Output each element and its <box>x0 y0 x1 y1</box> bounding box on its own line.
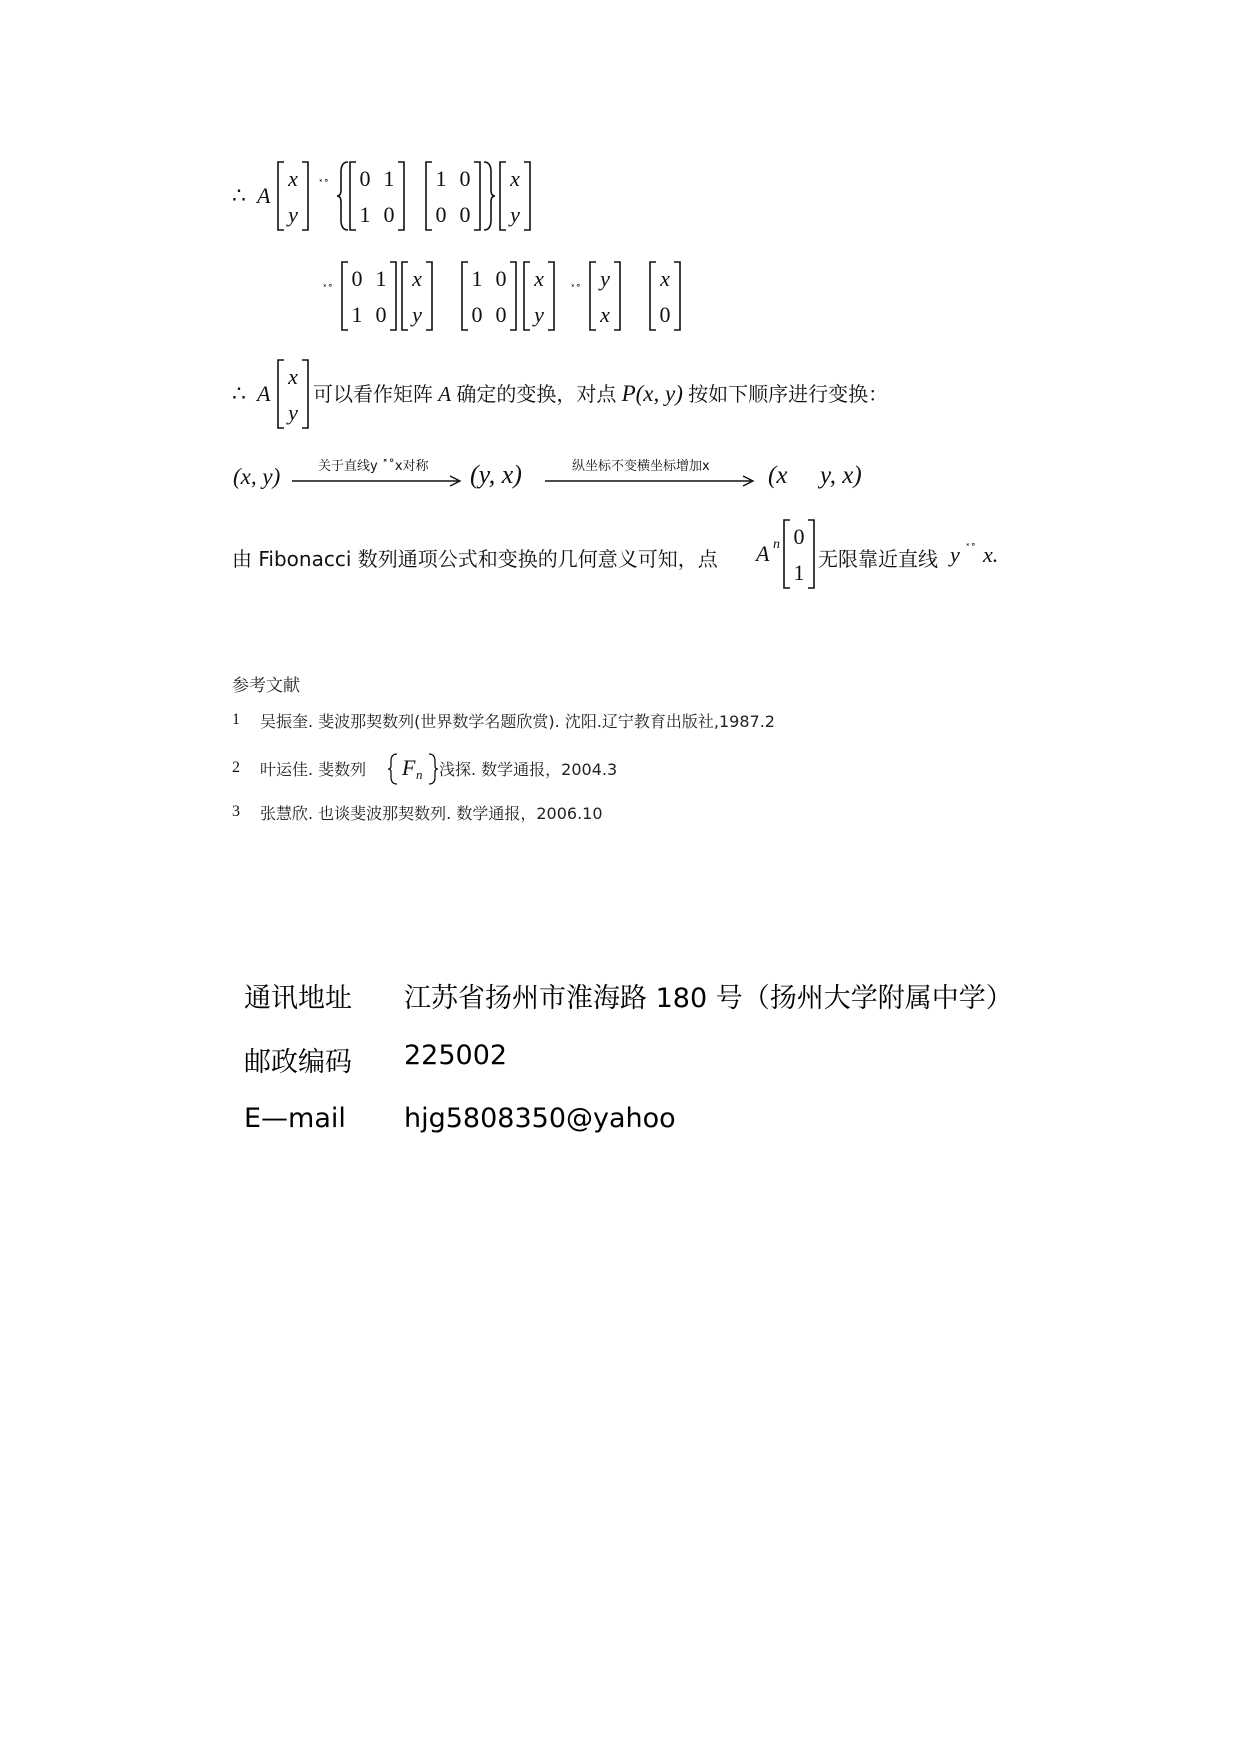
vector-xy: x y <box>400 260 434 332</box>
conclusion-line <box>0 515 1241 595</box>
email-value: hjg5808350@yahoo <box>404 1103 676 1134</box>
therefore-symbol: ∴ <box>232 183 246 208</box>
chain-end-x: (x <box>768 462 788 489</box>
superscript-n: n <box>773 537 780 552</box>
equation-line-3 <box>0 355 1241 435</box>
postcode-label: 邮政编码 <box>244 1047 352 1078</box>
reference-item: 3 张慧欣. 也谈斐波那契数列. 数学通报，2006.10 <box>232 803 603 823</box>
matrix-swap: 0 1 1 0 <box>348 160 406 232</box>
chain-mid: (y, x) <box>470 460 522 489</box>
vector-x0: x 0 <box>648 260 682 332</box>
conclusion-text-2: 无限靠近直线 <box>818 547 938 571</box>
reference-item: 2 叶运佳. 斐数列 F n 浅探. 数学通报，2004.3 <box>232 755 618 782</box>
equation-line-2 <box>0 255 1241 335</box>
matrix-proj: 1 0 0 0 <box>460 260 518 332</box>
matrix-A: A <box>257 381 271 406</box>
vector-xy-2: x y <box>522 260 556 332</box>
line3-sentence: 可以看作矩阵 A 确定的变换，对点 P(x, y) 按如下顺序进行变换： <box>313 381 889 406</box>
vector-01: 0 1 <box>782 518 816 590</box>
right-brace <box>482 160 496 232</box>
equation-line-1 <box>0 0 1241 240</box>
transformation-chain <box>0 450 1241 500</box>
address-value: 江苏省扬州市淮海路 180 号（扬州大学附属中学） <box>404 983 1013 1014</box>
garbled-equals: ˟˚ <box>318 178 329 191</box>
matrix-A: A <box>756 541 770 566</box>
chain-end-rest: y, x) <box>820 462 862 489</box>
vector-xy: x y <box>276 160 310 232</box>
arrow2 <box>545 474 757 488</box>
matrix-swap: 0 1 1 0 <box>340 260 398 332</box>
reference-item: 1 吴振奎. 斐波那契数列(世界数学名题欣赏). 沈阳.辽宁教育出版社,1987.2 <box>232 711 775 731</box>
arrow2-label: 纵坐标不变横坐标增加x <box>572 459 710 474</box>
contact-block <box>0 970 1241 1150</box>
matrix-A: A <box>257 183 271 208</box>
vector-xy: x y <box>276 358 310 430</box>
chain-start: (x, y) <box>233 464 281 489</box>
address-label: 通讯地址 <box>244 983 352 1014</box>
garbled-equals: ˟˚ <box>570 283 581 296</box>
garbled-equals: ˟˚ <box>965 542 976 555</box>
therefore-symbol: ∴ <box>232 381 246 406</box>
matrix-proj: 1 0 0 0 <box>424 160 482 232</box>
references-heading: 参考文献 <box>232 676 300 696</box>
vector-yx: y x <box>588 260 622 332</box>
vector-xy-2: x y <box>498 160 532 232</box>
garbled-equals: ˟˚ <box>322 283 333 296</box>
line-y: y <box>950 542 960 567</box>
line-x: x. <box>983 542 999 567</box>
arrow1-label: 关于直线y ˟˚x对称 <box>318 459 429 474</box>
postcode-value: 225002 <box>404 1040 508 1071</box>
conclusion-text: 由 Fibonacci 数列通项公式和变换的几何意义可知，点 <box>232 547 718 571</box>
references <box>0 665 1241 835</box>
email-label: E—mail <box>244 1103 346 1134</box>
arrow1 <box>292 474 464 488</box>
